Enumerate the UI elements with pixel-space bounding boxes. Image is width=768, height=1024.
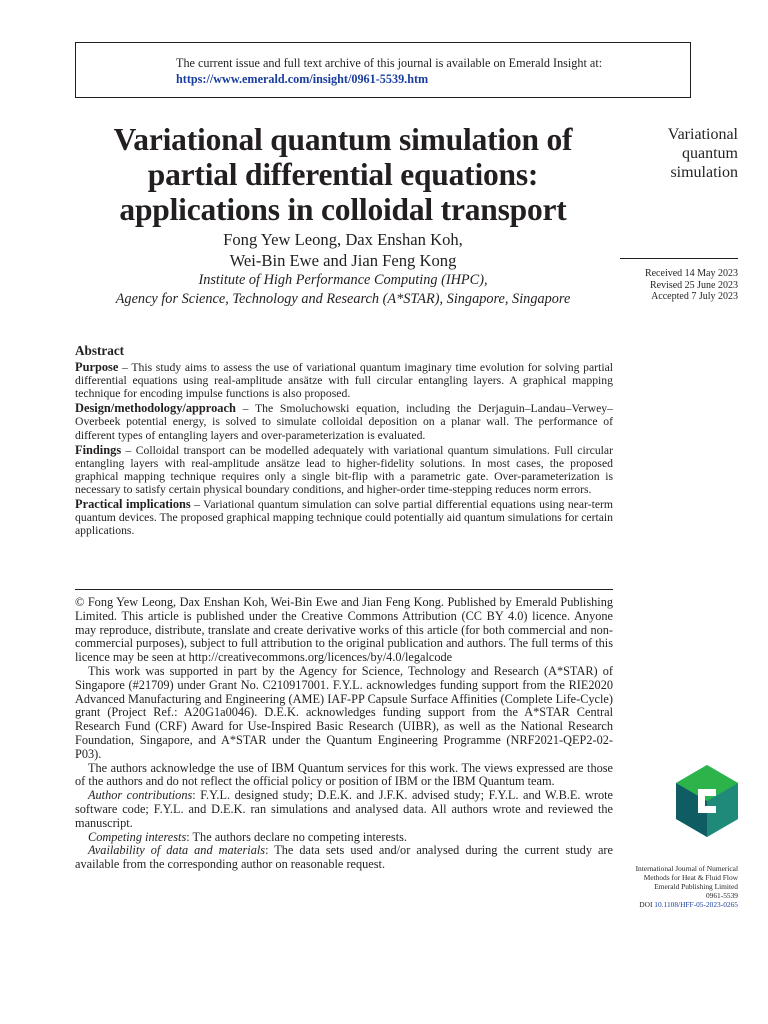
abstract-purpose (75, 361, 613, 400)
date-revised: Revised 25 June 2023 (649, 279, 738, 291)
title-line: Variational quantum simulation of (113, 122, 573, 157)
journal-link[interactable]: https://www.emerald.com/insight/0961-5539.htm (176, 72, 429, 86)
authors-line: Wei-Bin Ewe and Jian Feng Kong (229, 251, 457, 270)
contributions-note (75, 789, 613, 830)
abstract-findings (75, 444, 613, 496)
journal-line: International Journal of Numerical (635, 864, 738, 873)
date-accepted: Accepted 7 July 2023 (651, 291, 738, 303)
doi-line (600, 901, 738, 910)
journal-line: Emerald Publishing Limited (654, 881, 738, 891)
running-head-line: simulation (670, 164, 738, 181)
section-text: – The Smoluchowski equation, including the Derjaguin–Landau–Verwey–Overbeek potential energy, is solved to simulate colloidal deposition on a planar wall. The performance of different types of entangling layers and over-parameterization is evaluated. (75, 402, 613, 442)
title-line: partial differential equations: (147, 157, 539, 192)
note-label: Author contributions (88, 788, 193, 803)
doi-label: DOI (639, 899, 653, 909)
abstract (75, 344, 613, 539)
note-text: : The authors declare no competing interests. (186, 829, 407, 844)
note-label: Availability of data and materials (88, 843, 266, 858)
section-text: – Variational quantum simulation can solve partial differential equations using near-term quantum devices. The proposed graphical mapping technique could potentially aid quantum simulations for certain applications. (75, 498, 614, 538)
affiliation-line: Institute of High Performance Computing (IHPC), (198, 272, 488, 288)
running-head (620, 125, 738, 182)
funding-note: This work was supported in part by the Agency for Science, Technology and Research (A*STAR) of Singapore (#21709) under Grant No. C210917001. F.Y.L. acknowledges funding support from the RIE2020 Advanced Manufacturing and Engineering (AME) IAF-PP Capsule Surface Affinities (Complete Life-Cycle) grant (Project Ref.: A20G1a0046). D.E.K. acknowledges funding support from the A*STAR Central Research Fund (CRF) Award for Use-Inspired Basic Research (UIBR), as well as the National Research Foundation, Singapore, and A*STAR under the Quantum Engineering Programme (NRF2021-QEP2-02-P03). (75, 663, 613, 761)
note-label: Competing interests (88, 829, 187, 844)
abstract-design (75, 402, 613, 441)
availability-note (75, 844, 613, 872)
running-head-line: quantum (682, 145, 738, 162)
section-text: – Colloidal transport can be modelled adequately with variational quantum simulations. Full circular entangling layers with real-amplitude ansätze lead to higher-fidelity solutions. In most cases, the proposed graphical mapping technique requires only a single bit-flip with a parametric gate. Over-parameterization is necessary to satisfy certain physical boundary conditions, and higher-order time-stepping reduces norm errors. (75, 443, 613, 496)
section-text: – This study aims to assess the use of variational quantum imaginary time evolution for solving partial differential equations using real-amplitude ansätze with full circular entangling layers. A graphical mapping technique for encoding impulse functions is also proposed. (75, 361, 613, 401)
journal-line: Methods for Heat & Fluid Flow (643, 872, 738, 882)
section-label: Purpose (75, 360, 119, 375)
date-received: Received 14 May 2023 (644, 268, 738, 279)
banner-text: The current issue and full text archive of this journal is available on Emerald Insight at: (176, 56, 603, 70)
authors-line: Fong Yew Leong, Dax Enshan Koh, (223, 230, 463, 249)
title-line: applications in colloidal transport (119, 192, 567, 227)
article-title (70, 122, 616, 227)
journal-info (600, 865, 738, 910)
margin-divider (620, 258, 738, 259)
author-list (70, 229, 616, 271)
ibm-note: The authors acknowledge the use of IBM Quantum services for this work. The views expressed are those of the authors and do not reflect the official policy or position of IBM or the IBM Quantum team. (75, 760, 613, 789)
abstract-heading: Abstract (75, 343, 125, 358)
running-head-line: Variational (667, 126, 738, 143)
emerald-logo-icon (676, 765, 738, 837)
section-label: Practical implications (75, 497, 191, 512)
affiliation (70, 271, 616, 308)
note-text: : F.Y.L. designed study; D.E.K. and J.F.K. advised study; F.Y.L. and W.B.E. wrote software code; F.Y.L. and D.E.K. ran simulations and analysed data. All authors wrote and reviewed the manuscript. (75, 788, 613, 830)
article-dates (620, 268, 738, 303)
section-divider (75, 589, 613, 590)
journal-line: 0961-5539 (705, 890, 738, 900)
abstract-practical (75, 498, 613, 537)
section-label: Design/methodology/approach (75, 401, 236, 416)
affiliation-line: Agency for Science, Technology and Research (A*STAR), Singapore, Singapore (115, 290, 571, 307)
doi-link[interactable]: 10.1108/HFF-05-2023-0265 (654, 899, 738, 909)
section-label: Findings (75, 442, 122, 457)
competing-note (75, 831, 613, 845)
license-note: © Fong Yew Leong, Dax Enshan Koh, Wei-Bin Ewe and Jian Feng Kong. Published by Emerald Publishing Limited. This article is published under the Creative Commons Attribution (CC BY 4.0) licence. Anyone may reproduce, distribute, translate and create derivative works of this article (for both commercial and non-commercial purposes), subject to full attribution to the original publication and authors. The full terms of this licence may be seen at http://creativecommons.org/licences/by/4.0/legalcode (75, 595, 613, 665)
front-matter-notes (75, 596, 613, 872)
note-text: : The data sets used and/or analysed during the current study are available from the corresponding author on reasonable request. (75, 843, 613, 872)
